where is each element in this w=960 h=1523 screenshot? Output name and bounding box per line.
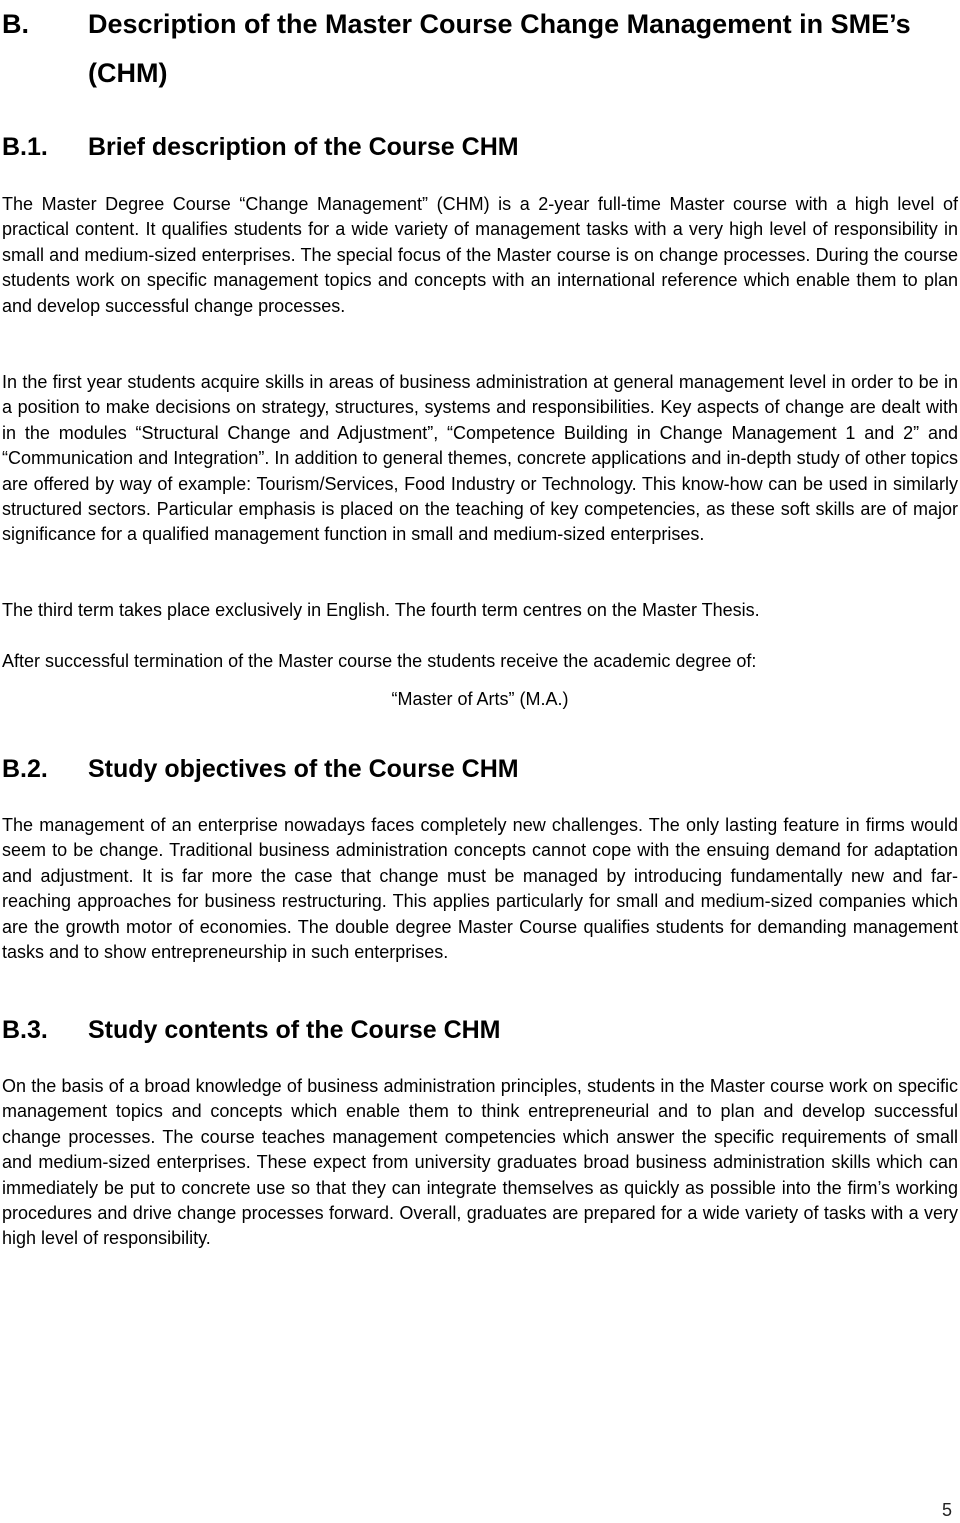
paragraph-b1-degree-intro: After successful termination of the Master course the students receive the academic degree of: (2, 651, 757, 671)
subsection-number: B.2. (2, 755, 48, 783)
section-title: Description of the Master Course Change Management in SME’s (CHM) (88, 9, 911, 88)
subsection-title: Brief description of the Course CHM (88, 133, 519, 161)
subsection-heading-b3 (2, 1014, 957, 1046)
paragraph-b2-objectives: The management of an enterprise nowadays faces completely new challenges. The only lasting feature in firms would seem to be change. Traditional business administration concepts cannot cope with the ensuing demand for adaptation and adjustment. It is far more the case that change must be managed by introducing fundamentally new and far-reaching approaches for business restructuring. This applies particularly for small and medium-sized companies which are the growth motor of economies. The double degree Master Course qualifies students for demanding management tasks and to show entrepreneurship in such enterprises. (2, 815, 958, 963)
subsection-number: B.1. (2, 133, 48, 161)
subsection-heading-b1 (2, 131, 957, 163)
paragraph-b1-third-term: The third term takes place exclusively in English. The fourth term centres on the Master Thesis. (2, 600, 760, 620)
paragraph-b3-contents: On the basis of a broad knowledge of business administration principles, students in the Master course work on specific management topics and concepts which enable them to think entrepreneurial and to plan and develop successful change processes. The course teaches management competencies which answer the specific requirements of small and medium-sized enterprises. These expect from university graduates broad business administration skills which can immediately be put to concrete use so that they can integrate themselves as quickly as possible into the firm’s working procedures and drive change processes forward. Overall, graduates are prepared for a wide variety of tasks with a very high level of responsibility. (2, 1076, 958, 1249)
subsection-title: Study objectives of the Course CHM (88, 755, 519, 783)
section-number: B. (2, 9, 29, 39)
page-number: 5 (941, 1500, 952, 1520)
subsection-heading-b2 (2, 753, 957, 785)
paragraph-b1-intro: The Master Degree Course “Change Management” (CHM) is a 2-year full-time Master course with a high level of practical content. It qualifies students for a wide variety of management tasks with a very high level of responsibility in small and medium-sized enterprises. The special focus of the Master course is on change processes. During the course students work on specific management topics and concepts with an international reference which enable them to plan and develop successful change processes. (2, 194, 958, 316)
subsection-title: Study contents of the Course CHM (88, 1016, 501, 1044)
subsection-number: B.3. (2, 1016, 48, 1044)
degree-title: “Master of Arts” (M.A.) (391, 689, 569, 709)
paragraph-b1-first-year: In the first year students acquire skills in areas of business administration at general management level in order to be in a position to make decisions on strategy, structures, systems and responsibilities. Key aspects of change are dealt with in the modules “Structural Change and Adjustment”, “Competence Building in Change Management 1 and 2” and “Communication and Integration”. In addition to general themes, concrete applications and in-depth study of other topics are offered by way of example: Tourism/Services, Food Industry or Technology. This know-how can be used in similarly structured sectors. Particular emphasis is placed on the teaching of key competencies, as these soft skills are of major significance for a qualified management function in small and medium-sized enterprises. (2, 372, 958, 545)
